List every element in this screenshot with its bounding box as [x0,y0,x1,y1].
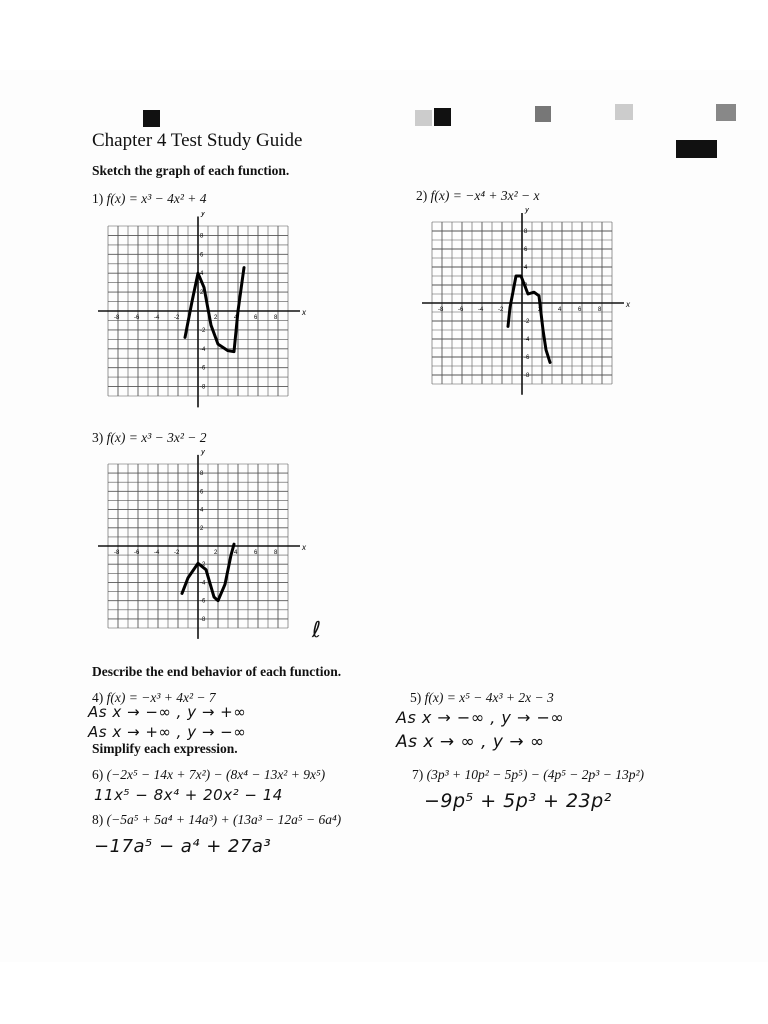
x-tick-label: 6 [254,315,258,321]
y-tick-label: 8 [524,229,528,235]
problem-number: 6) [92,767,104,782]
y-tick-label: -4 [200,580,206,587]
problem-function: (−5a⁵ + 5a⁴ + 14a³) + (13a³ − 12a⁵ − 6a⁴) [106,812,342,827]
problem-number: 4) [92,690,104,705]
y-tick-label: 6 [200,489,204,496]
problem-number: 2) [416,188,428,203]
scan-mark [716,104,736,121]
answer-6: 11x⁵ − 8x⁴ + 20x² − 14 [94,786,283,804]
x-tick-label: 8 [274,550,278,556]
x-tick-label: -2 [498,307,504,313]
y-tick-label: 2 [524,283,528,289]
redaction-mark [434,108,451,126]
instruction-end-behavior: Describe the end behavior of each function. [92,664,342,679]
problem-2 [416,188,540,204]
problem-number: 5) [410,690,422,705]
y-tick-label: -6 [200,365,206,372]
y-tick-label: -2 [524,319,530,325]
y-axis-label: y [201,450,205,456]
x-tick-label: 8 [598,307,602,313]
graph-2 [420,208,632,396]
x-tick-label: 4 [234,550,238,556]
y-tick-label: -6 [200,598,206,605]
answer-7: −9p⁵ + 5p³ + 23p² [424,790,612,812]
answer-5-line-2: As x → ∞ , y → ∞ [396,732,545,752]
y-tick-label: -4 [524,337,530,343]
x-tick-label: 2 [214,315,218,321]
x-tick-label: 6 [254,550,258,556]
problem-1 [92,191,207,207]
x-tick-label: -4 [478,307,484,313]
instruction-simplify: Simplify each expression. [92,741,238,756]
y-tick-label: 2 [200,525,204,532]
y-tick-label: -2 [200,327,206,334]
x-axis-label: x [626,300,630,309]
problem-number: 3) [92,430,104,445]
problem-function: f(x) = x⁵ − 4x³ + 2x − 3 [424,690,554,705]
problem-6 [92,767,325,783]
answer-4-line-1: As x → −∞ , y → +∞ [88,703,247,721]
graph-3 [96,450,308,640]
problem-8 [92,812,341,828]
answer-4-line-2: As x → +∞ , y → −∞ [88,723,247,741]
problem-number: 1) [92,191,104,206]
y-tick-label: 2 [200,290,204,297]
y-tick-label: 4 [524,265,528,271]
y-tick-label: 4 [200,507,204,514]
y-tick-label: -8 [200,384,206,391]
x-tick-label: -4 [154,315,160,321]
scan-mark [535,106,551,122]
answer-8: −17a⁵ − a⁴ + 27a³ [94,836,272,857]
y-axis-label: y [525,208,529,215]
y-axis-label: y [201,212,205,218]
x-tick-label: 4 [234,315,238,321]
y-tick-label: 8 [200,471,204,478]
problem-function: (3p³ + 10p² − 5p⁵) − (4p⁵ − 2p³ − 13p²) [426,767,644,782]
problem-function: f(x) = x³ − 4x² + 4 [106,191,207,206]
margin-note: ℓ [312,618,322,643]
page-title: Chapter 4 Test Study Guide [92,130,303,151]
x-axis-label: x [302,308,306,317]
instruction-sketch: Sketch the graph of each function. [92,163,290,178]
redaction-mark [676,140,717,158]
sketched-curve [185,268,244,352]
scan-mark [415,110,432,126]
redaction-mark [143,110,160,127]
x-tick-label: -8 [438,307,444,313]
problem-function: f(x) = −x³ + 4x² − 7 [106,690,216,705]
x-tick-label: 4 [558,307,562,313]
y-tick-label: -8 [200,616,206,623]
problem-function: f(x) = −x⁴ + 3x² − x [430,188,540,203]
x-tick-label: -2 [174,550,180,556]
x-tick-label: -2 [174,315,180,321]
x-tick-label: 8 [274,315,278,321]
y-tick-label: -6 [524,355,530,361]
problem-number: 8) [92,812,104,827]
x-tick-label: -8 [114,315,120,321]
y-tick-label: -8 [524,373,530,379]
x-tick-label: 6 [578,307,582,313]
problem-5 [410,690,554,706]
x-tick-label: -6 [134,550,140,556]
problem-function: (−2x⁵ − 14x + 7x²) − (8x⁴ − 13x² + 9x⁵) [106,767,326,782]
x-tick-label: -6 [458,307,464,313]
scan-mark [615,104,633,120]
x-axis-label: x [302,543,306,552]
graph-1 [96,212,308,408]
answer-5-line-1: As x → −∞ , y → −∞ [396,708,565,727]
x-tick-label: -4 [154,550,160,556]
y-tick-label: 6 [524,247,528,253]
problem-7 [412,767,644,783]
y-tick-label: 4 [200,271,204,278]
x-tick-label: -6 [134,315,140,321]
problem-function: f(x) = x³ − 3x² − 2 [106,430,207,445]
y-tick-label: 8 [200,233,204,240]
y-tick-label: 6 [200,252,204,259]
x-tick-label: 2 [214,550,218,556]
problem-number: 7) [412,767,424,782]
y-tick-label: -4 [200,346,206,353]
x-tick-label: -8 [114,550,120,556]
y-tick-label: -2 [200,562,206,569]
problem-3 [92,430,207,446]
x-tick-label: 2 [538,307,542,313]
